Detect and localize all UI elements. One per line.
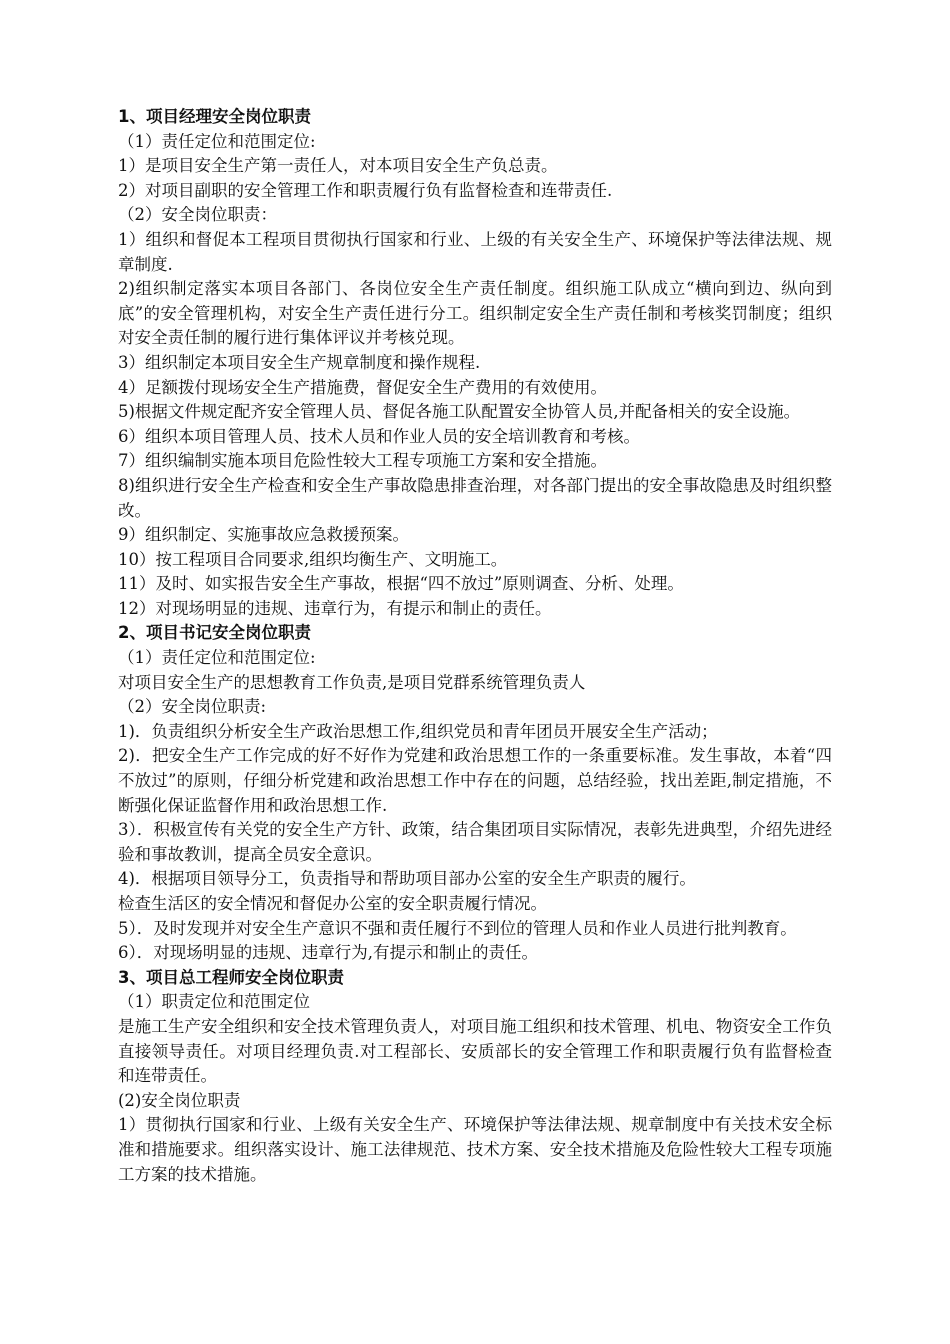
paragraph: 4）足额拨付现场安全生产措施费，督促安全生产费用的有效使用。	[118, 377, 607, 397]
paragraph: 1）是项目安全生产第一责任人，对本项目安全生产负总责。	[118, 156, 558, 176]
section-heading-1: 1、项目经理安全岗位职责	[118, 107, 311, 126]
paragraph: （1）责任定位和范围定位:	[118, 648, 316, 668]
paragraph: 对项目安全生产的思想教育工作负责,是项目党群系统管理负责人	[118, 672, 586, 692]
paragraph: 2)．把安全生产工作完成的好不好作为党建和政治思想工作的一条重要标准。发生事故，本着“四不放过”的原则，仔细分析党建和政治思想工作中存在的问题，总结经验，找出差距,制定措施，不断强化保证监督作用和政治思想工作.	[118, 746, 832, 815]
paragraph: 9）组织制定、实施事故应急救援预案。	[118, 525, 409, 545]
document-page	[118, 105, 832, 1187]
paragraph: （2）安全岗位职责:	[118, 697, 267, 717]
section-heading-3: 3、项目总工程师安全岗位职责	[118, 967, 344, 987]
paragraph: 10）按工程项目合同要求,组织均衡生产、文明施工。	[118, 549, 508, 569]
paragraph: 5)根据文件规定配齐安全管理人员、督促各施工队配置安全协管人员,并配备相关的安全设施。	[118, 402, 801, 422]
paragraph: 是施工生产安全组织和安全技术管理负责人，对项目施工组织和技术管理、机电、物资安全工作负直接领导责任。对项目经理负责.对工程部长、安质部长的安全管理工作和职责履行负有监督检查和连带责任。	[118, 1016, 832, 1086]
paragraph: 6）．对现场明显的违规、违章行为,有提示和制止的责任。	[118, 943, 538, 963]
paragraph: 3）组织制定本项目安全生产规章制度和操作规程.	[118, 352, 481, 372]
paragraph: 1）贯彻执行国家和行业、上级有关安全生产、环境保护等法律法规、规章制度中有关技术安全标准和措施要求。组织落实设计、施工法律规范、技术方案、安全技术措施及危险性较大工程专项施工方案的技术措施。	[118, 1115, 832, 1184]
paragraph: （2）安全岗位职责：	[118, 205, 277, 225]
paragraph: 检查生活区的安全情况和督促办公室的安全职责履行情况。	[118, 894, 547, 913]
paragraph: （1）责任定位和范围定位:	[118, 131, 316, 151]
paragraph: 8)组织进行安全生产检查和安全生产事故隐患排查治理，对各部门提出的安全事故隐患及时组织整改。	[118, 475, 832, 520]
paragraph: (2)安全岗位职责	[118, 1090, 241, 1110]
paragraph: 12）对现场明显的违规、违章行为，有提示和制止的责任。	[118, 598, 552, 618]
paragraph: 1)．负责组织分析安全生产政治思想工作,组织党员和青年团员开展安全生产活动；	[118, 721, 718, 741]
paragraph: 4)．根据项目领导分工，负责指导和帮助项目部办公室的安全生产职责的履行。	[118, 869, 696, 889]
paragraph: （1）职责定位和范围定位	[118, 992, 310, 1012]
paragraph: 11）及时、如实报告安全生产事故，根据“四不放过”原则调查、分析、处理。	[118, 574, 684, 594]
paragraph: 1）组织和督促本工程项目贯彻执行国家和行业、上级的有关安全生产、环境保护等法律法规、规章制度.	[118, 229, 832, 274]
paragraph: 5）．及时发现并对安全生产意识不强和责任履行不到位的管理人员和作业人员进行批判教育。	[118, 918, 797, 938]
paragraph: 6）组织本项目管理人员、技术人员和作业人员的安全培训教育和考核。	[118, 426, 640, 446]
paragraph: 2)组织制定落实本项目各部门、各岗位安全生产责任制度。组织施工队成立“横向到边、纵向到底”的安全管理机构，对安全生产责任进行分工。组织制定安全生产责任制和考核奖罚制度；组织对安全责任制的履行进行集体评议并考核兑现。	[118, 279, 832, 348]
paragraph: 2）对项目副职的安全管理工作和职责履行负有监督检查和连带责任.	[118, 180, 613, 200]
paragraph: 7）组织编制实施本项目危险性较大工程专项施工方案和安全措施。	[118, 451, 607, 471]
paragraph: 3）．积极宣传有关党的安全生产方针、政策，结合集团项目实际情况，表彰先进典型，介绍先进经验和事故教训，提高全员安全意识。	[118, 820, 832, 864]
section-heading-2: 2、项目书记安全岗位职责	[118, 623, 311, 643]
